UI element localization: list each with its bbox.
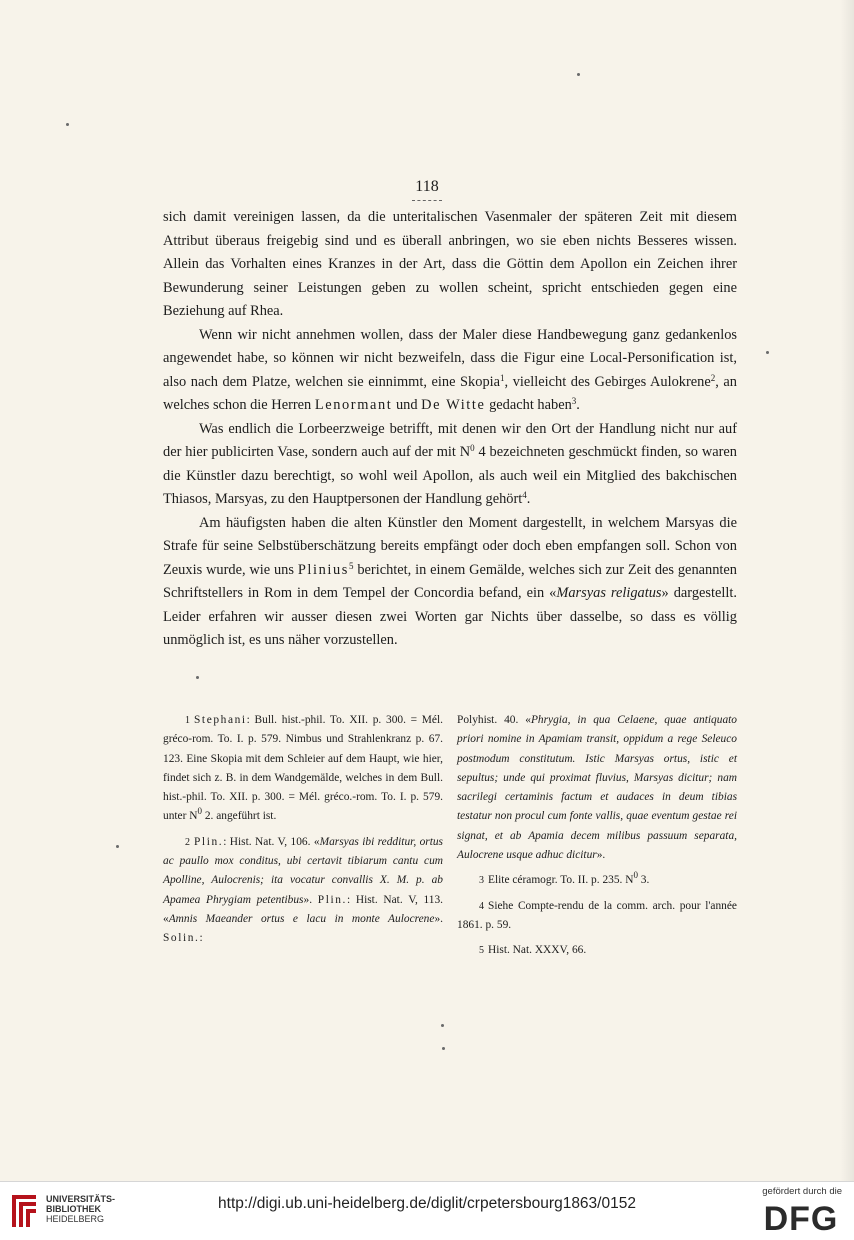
paragraph: [163, 324, 737, 418]
scan-speck: [66, 123, 69, 126]
text-run: Plinius: [297, 561, 350, 578]
text-run: berichtet, in einem Gemälde, welches sich zur Zeit des genannten Schriftstellers in Rom in dem Tempel der Concordia befand, ein «: [163, 561, 737, 601]
library-name-line: BIBLIOTHEK: [46, 1204, 101, 1214]
text-run: 4 bezeichneten geschmückt finden, so waren die Künstler dazu berechtigt, so wohl weil Apollon, als auch weil ein Mitglied des bakchischen Thiasos, Marsyas, zu den Hauptpersonen der Handlung gehört: [163, 444, 737, 507]
text-run: : Hist. Nat. V, 106. «: [223, 835, 320, 848]
text-run: Solin.: [163, 932, 200, 945]
scan-speck: [577, 73, 580, 76]
footnote-ref: 5: [349, 560, 354, 571]
scan-speck: [442, 1047, 445, 1050]
footnote-ref: 3: [571, 396, 577, 406]
text-run: , vielleicht des Gebirges Aulokrene: [504, 373, 711, 390]
footnote-ref: 1: [500, 372, 505, 383]
text-run: ».: [434, 912, 443, 925]
dfg-logo-text: DFG: [763, 1200, 839, 1234]
text-run: 3.: [637, 874, 650, 887]
text-run: Phrygia, in qua Celaene, quae antiquato priori nomine in Apamiam transit, oppidum a rege Seleuco postmodum constitutum. Istic Marsyas ortus, istic et sepultus; unde qui proximat fluvius, Marsyas dicitur; nam sacrilegi certaminis factum et audaces in deum tibias testatur non procul cum fonte vallis, quae eventum gestae rei signat, et ab Apamia decem milibus passuum separata, Aulocrene usque adhuc dicitur: [457, 714, 737, 862]
text-run: .: [526, 491, 531, 507]
scan-speck: [441, 1024, 444, 1027]
text-run: Plin.: [194, 835, 224, 848]
footnote: [163, 711, 443, 827]
footnote-ref: 4: [522, 490, 527, 500]
library-name-line: HEIDELBERG: [46, 1214, 105, 1224]
viewer-footer: [0, 1181, 854, 1240]
text-run: Marsyas ibi redditur, ortus ac paullo mox conditus, ubi certavit tibiarum cantu cum Apolline, Aulocrenis; ita vocatur convallis X. M. p. ab Apamea Phrygiam petentibus: [163, 835, 443, 906]
scan-speck: [116, 845, 119, 848]
dfg-logo-icon[interactable]: [760, 1200, 842, 1234]
main-text: [163, 206, 737, 653]
text-run: De Witte: [421, 397, 486, 413]
paragraph: [163, 418, 737, 512]
text-run: Lenormant: [314, 397, 393, 413]
footnote-ref: 2: [710, 372, 716, 383]
footnotes-left-column: [163, 711, 443, 955]
library-name-line: UNIVERSITÄTS-: [46, 1194, 116, 1204]
text-run: Plin.: [317, 893, 347, 906]
text-run: Am häufigsten haben die alten Künstler den Moment dargestellt, in welchem Marsyas die Strafe für seine Selbstüberschätzung bereits empfängt oder doch eben empfangen soll. Schon von Zeuxis wurde, wie uns: [163, 514, 737, 578]
text-run: : Bull. hist.-phil. To. XII. p. 300. = Mél. gréco-rom. To. I. p. 579. Nimbus und Strahlenkranz p. 67. 123. Eine Skopia mit dem Schleier auf dem Haupt, wie hier, findet sich z. B. in dem Wandgemälde, welches in dem Bull. hist.-phil. To. XII. p. 300. = Mél. gréco.-rom. To. I. p. 579. unter N: [163, 714, 443, 823]
text-run: Marsyas religatus: [556, 585, 662, 601]
footnote-ref: 0: [197, 806, 202, 817]
text-run: , an welches schon die Herren: [163, 373, 737, 413]
document-url[interactable]: http://digi.ub.uni-heidelberg.de/diglit/crpetersbourg1863/0152: [218, 1195, 636, 1212]
footnote: [163, 833, 443, 949]
text-run: Stephani: [194, 714, 247, 726]
footnote-number: 2: [185, 836, 190, 848]
footnotes-right-column: [457, 711, 737, 967]
text-run: » dargestellt. Leider erfahren wir ausser diesen zwei Worten gar Nichts über dasselbe, so dass es völlig unmöglich ist, es uns näher vorzustellen.: [163, 585, 737, 648]
scan-speck: [196, 676, 199, 679]
text-run: Hist. Nat. XXXV, 66.: [488, 944, 587, 957]
text-run: Wenn wir nicht annehmen wollen, dass der Maler diese Handbewegung ganz gedankenlos angewendet habe, so können wir nicht bezweifeln, dass die Figur eine Local-Personification ist, also nach dem Platze, welchen sie einnimmt, eine Skopia: [163, 326, 737, 390]
text-run: gedacht haben: [485, 397, 572, 413]
text-run: Polyhist. 40. «: [457, 714, 531, 726]
footnote-number: 1: [185, 715, 190, 726]
footnote: [457, 897, 737, 936]
footnote-ref: 0: [470, 443, 475, 453]
text-run: Amnis Maeander ortus e lacu in monte Aulocrene: [168, 912, 435, 925]
text-run: sich damit vereinigen lassen, da die unteritalischen Vasenmaler der späteren Zeit mit diesem Attribut überaus freigebig sind und es überall anbringen, wo sie eben nichts Besseres wissen. Allein das Vorhalten eines Kranzes in der Art, dass die Göttin dem Apollon ein Zeichen ihrer Bewunderung seiner Leistungen geben zu wollen scheint, spricht entschieden gegen eine Beziehung auf Rhea.: [163, 209, 737, 319]
footnote-number: 5: [479, 945, 484, 957]
paragraph: [163, 206, 737, 324]
text-run: : Hist. Nat. V, 113. «: [163, 893, 444, 925]
text-run: 2. angeführt ist.: [201, 810, 277, 823]
footnote: [457, 711, 737, 865]
scan-speck: [766, 351, 769, 354]
text-run: und: [392, 397, 422, 413]
footnote-number: 3: [479, 875, 484, 887]
text-run: Was endlich die Lorbeerzweige betrifft, mit denen wir den Ort der Handlung nicht nur auf der hier publicirten Vase, sondern auch auf der mit N: [163, 420, 737, 460]
footnote: [457, 871, 737, 890]
text-run: .: [576, 397, 580, 413]
text-run: ».: [303, 893, 318, 906]
funding-label: gefördert durch die: [762, 1186, 842, 1197]
paragraph: [163, 512, 737, 653]
text-run: ».: [596, 849, 606, 862]
text-run: :: [199, 932, 203, 945]
footnote-ref: 0: [633, 870, 638, 881]
footnote: [457, 941, 737, 960]
text-run: Elite céramogr. To. II. p. 235. N: [488, 874, 634, 887]
page-number-ornament: [412, 198, 442, 201]
page-number: 118: [415, 178, 439, 195]
text-run: Siehe Compte-rendu de la comm. arch. pour l'année 1861. p. 59.: [457, 899, 737, 931]
footnote-number: 4: [479, 900, 484, 912]
